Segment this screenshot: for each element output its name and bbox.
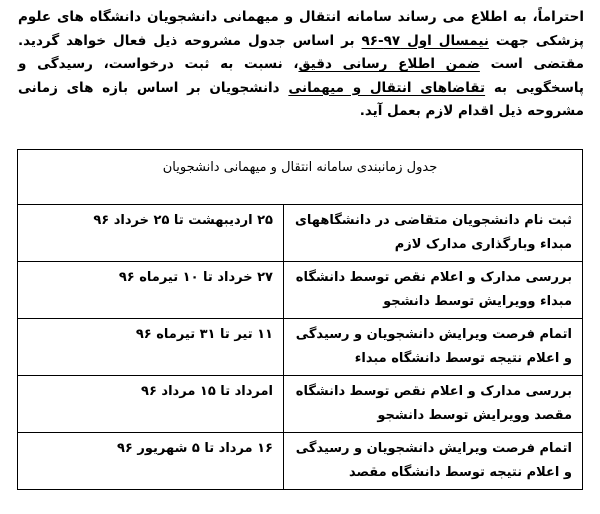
letter-text: دانشجویان بر اساس بازه های زمانی مشروحه ذیل اقدام لازم بعمل آید. bbox=[18, 79, 584, 119]
underlined-notice: ضمن اطلاع رسانی دقیق bbox=[298, 56, 480, 72]
task-cell: بررسی مدارک و اعلام نقص توسط دانشگاه مقصد وویرایش توسط دانشجو bbox=[284, 376, 583, 433]
table-title-row bbox=[18, 150, 583, 205]
table-row bbox=[18, 262, 583, 319]
letter-text: ، نسبت به ثبت درخواست، رسیدگی و پاسخگویی به bbox=[18, 56, 585, 96]
table-row bbox=[18, 205, 583, 262]
letter-text: بر اساس جدول مشروحه ذیل فعال خواهد گردید. مقتضی است bbox=[18, 32, 585, 72]
letter-body bbox=[18, 6, 584, 124]
table-row bbox=[18, 376, 583, 433]
date-cell: ۲۷ خرداد تا ۱۰ تیرماه ۹۶ bbox=[18, 262, 284, 319]
task-cell: بررسی مدارک و اعلام نقص توسط دانشگاه مبداء وویرایش توسط دانشجو bbox=[284, 262, 583, 319]
task-cell: ثبت نام دانشجویان متقاضی در دانشگاههای مبداء وبارگذاری مدارک لازم bbox=[284, 205, 583, 262]
table-title: جدول زمانبندی سامانه انتقال و میهمانی دانشجویان bbox=[18, 150, 583, 205]
date-cell: ۲۵ اردیبهشت تا ۲۵ خرداد ۹۶ bbox=[18, 205, 284, 262]
date-cell: ۱۱ تیر تا ۳۱ تیرماه ۹۶ bbox=[18, 319, 284, 376]
letter-paragraph bbox=[18, 6, 584, 124]
task-cell: اتمام فرصت ویرایش دانشجویان و رسیدگی و اعلام نتیجه توسط دانشگاه مقصد bbox=[284, 433, 583, 490]
date-cell: ۱۶ مرداد تا ۵ شهریور ۹۶ bbox=[18, 433, 284, 490]
table-row bbox=[18, 433, 583, 490]
task-cell: اتمام فرصت ویرایش دانشجویان و رسیدگی و اعلام نتیجه توسط دانشگاه مبداء bbox=[284, 319, 583, 376]
underlined-requests: تقاضاهای انتقال و میهمانی bbox=[288, 79, 486, 96]
letter-text: احتراماً، به اطلاع می رساند سامانه انتقال و میهمانی دانشجویان دانشگاه های علوم پزشکی جهت bbox=[18, 9, 584, 49]
table-row bbox=[18, 319, 583, 376]
schedule-table bbox=[17, 149, 583, 490]
underlined-semester: نیمسال اول ۹۷-۹۶ bbox=[361, 32, 489, 49]
date-cell: امرداد تا ۱۵ مرداد ۹۶ bbox=[18, 376, 284, 433]
